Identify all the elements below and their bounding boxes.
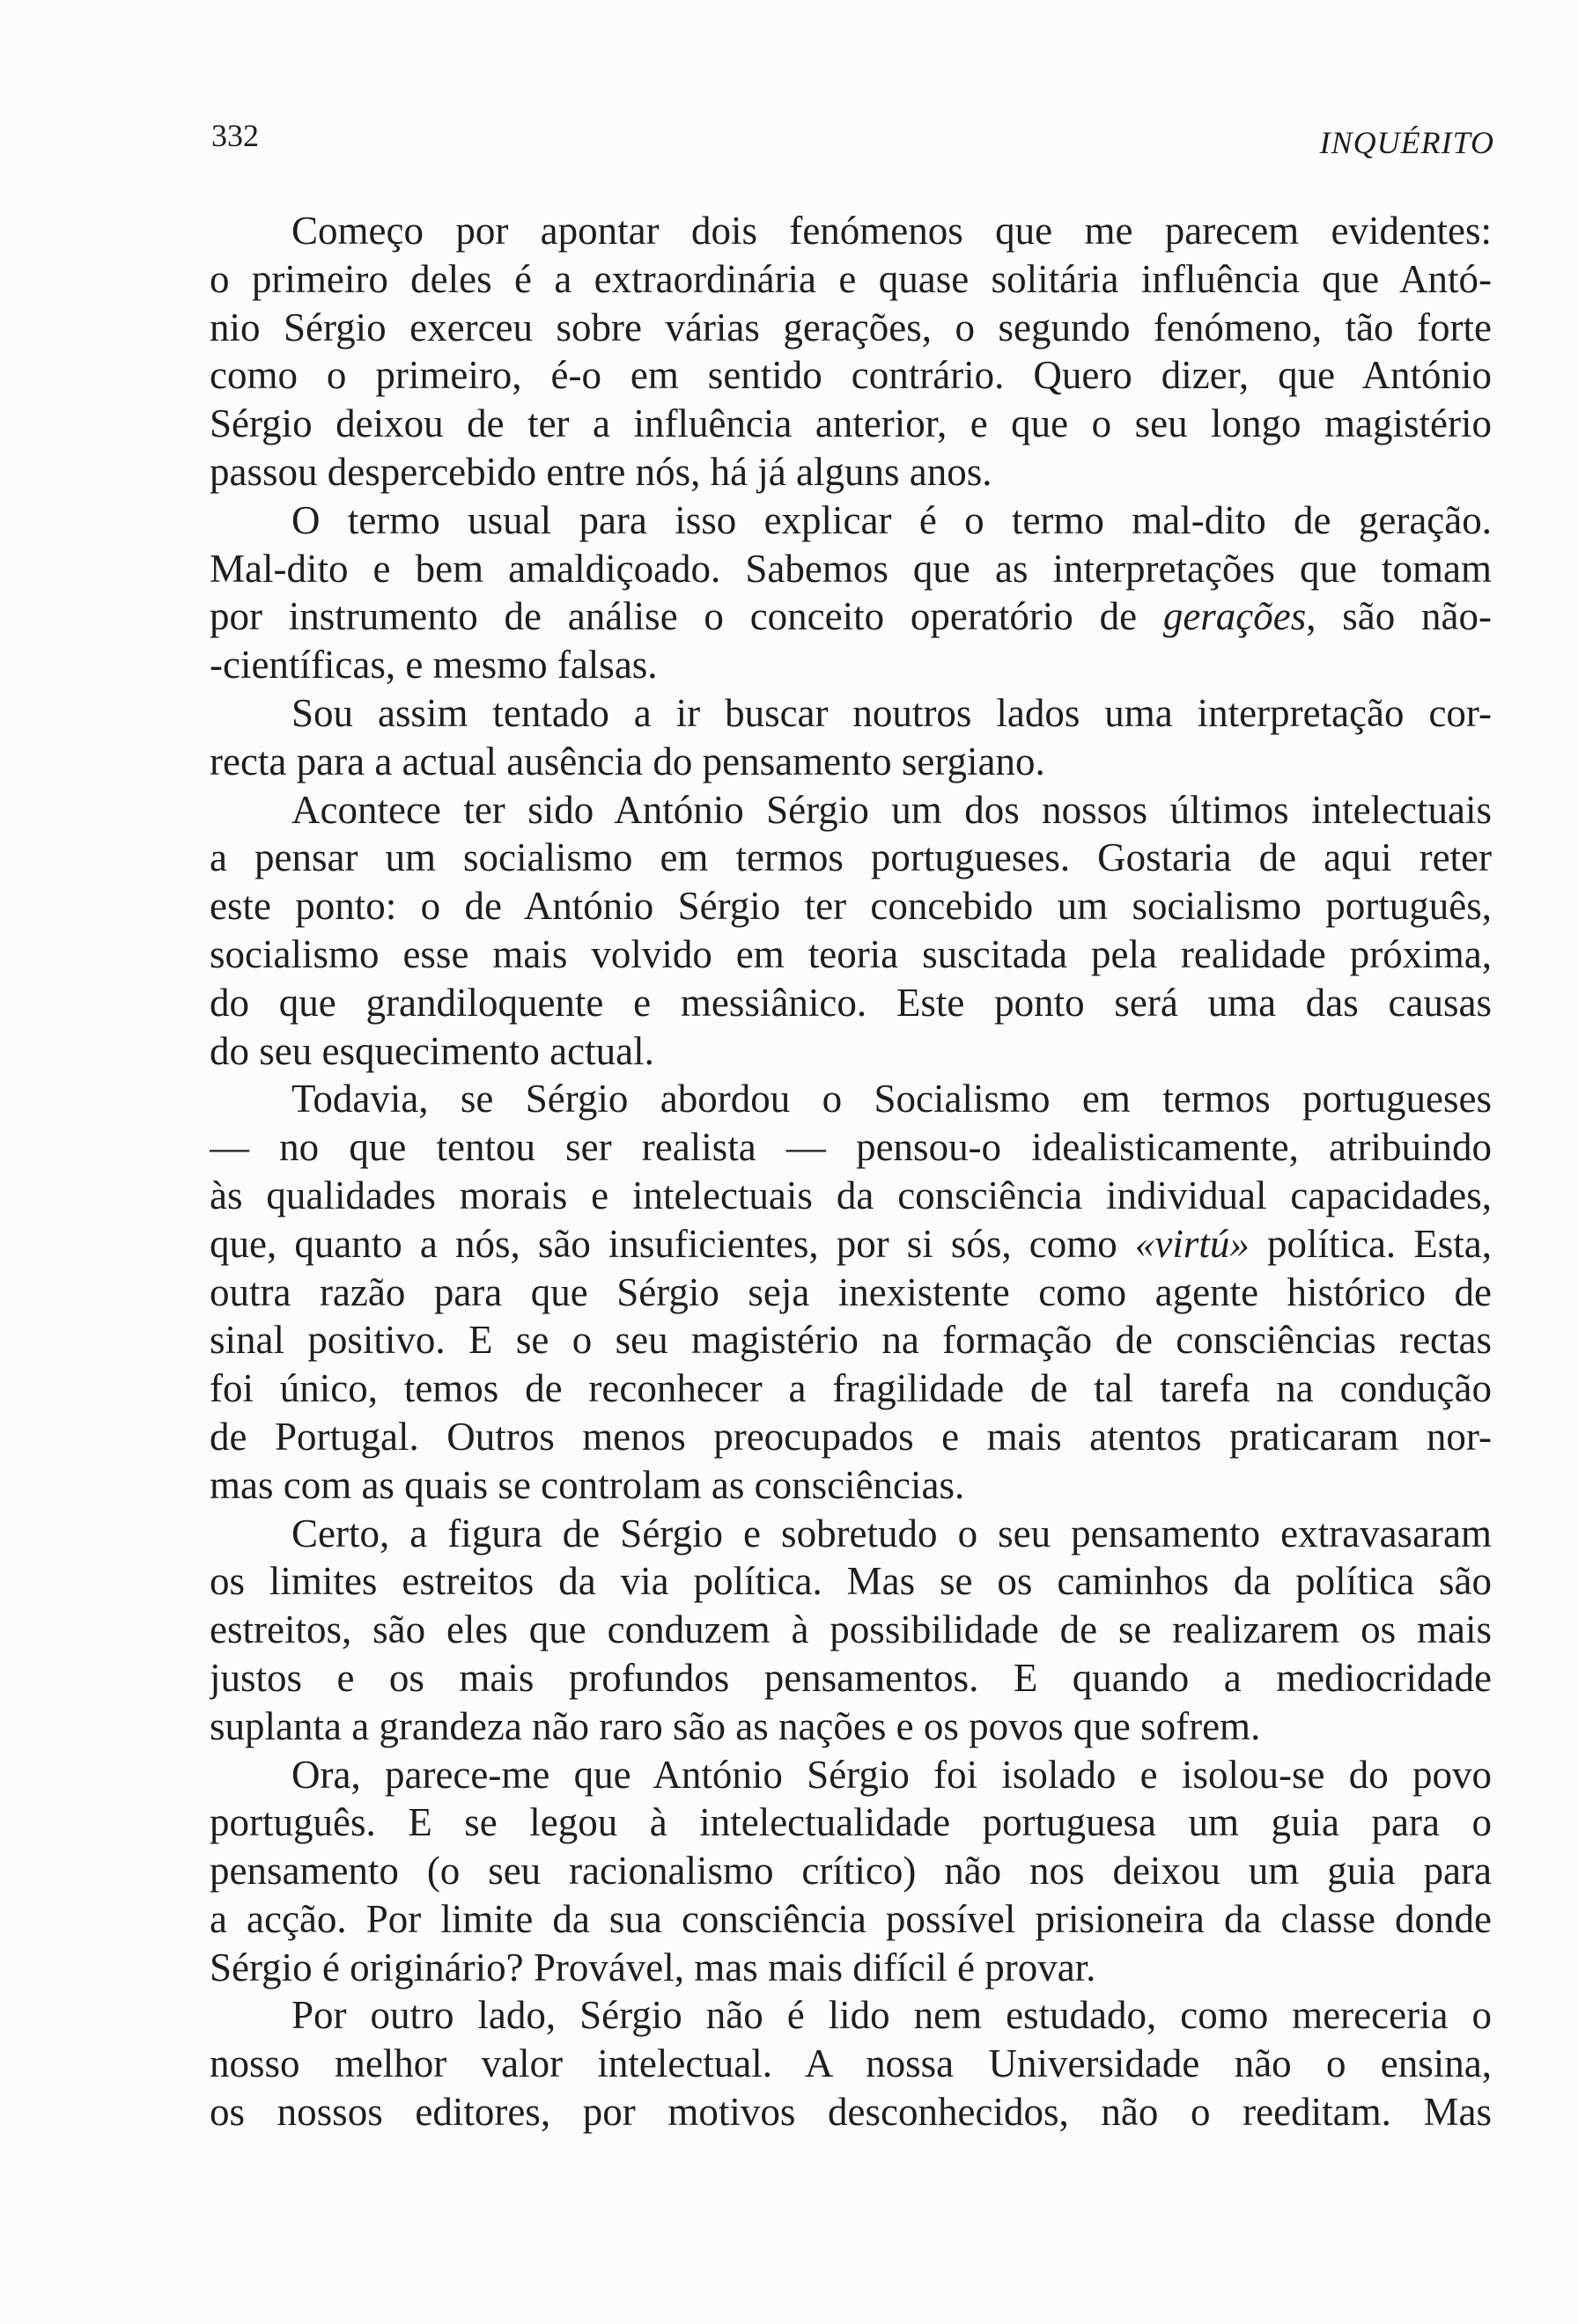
text-line: mas com as quais se controlam as consciências. [210, 1462, 965, 1507]
text-line: O termo usual para isso explicar é o termo mal-dito de geração. [291, 497, 1492, 542]
text-line: português. E se legou à intelectualidade portuguesa um guia para o [210, 1800, 1492, 1845]
text-segment: por instrumento de análise o conceito operatório de [210, 594, 1163, 639]
text-line [210, 592, 1492, 641]
paragraph [210, 496, 1492, 689]
text-line: estreitos, são eles que conduzem à possibilidade de se realizarem os mais [210, 1607, 1492, 1652]
italic-term: «virtú» [1134, 1221, 1250, 1266]
text-line: Sérgio deixou de ter a influência anterior, e que o seu longo magistério [210, 401, 1492, 446]
text-line: nosso melhor valor intelectual. A nossa Universidade não o ensina, [210, 2041, 1492, 2086]
text-line: Sou assim tentado a ir buscar noutros lados uma interpretação cor- [291, 690, 1492, 735]
running-title: INQUÉRITO [1319, 125, 1494, 160]
text-line: justos e os mais profundos pensamentos. E quando a mediocridade [210, 1655, 1492, 1700]
text-line: Mal-dito e bem amaldiçoado. Sabemos que as interpretações que tomam [210, 546, 1492, 591]
text-line: os limites estreitos da via política. Mas se os caminhos da política são [210, 1559, 1492, 1604]
text-line: recta para a actual ausência do pensamento sergiano. [210, 739, 1045, 783]
text-line [210, 1220, 1492, 1269]
text-body [210, 207, 1492, 2136]
paragraph [210, 207, 1492, 496]
text-line: outra razão para que Sérgio seja inexistente como agente histórico de [210, 1269, 1492, 1314]
text-line: -científicas, e mesmo falsas. [210, 643, 658, 688]
text-line: do que grandiloquente e messiânico. Este ponto será uma das causas [210, 980, 1492, 1025]
text-segment: , são não- [1306, 594, 1492, 639]
text-line: a acção. Por limite da sua consciência possível prisioneira da classe donde [210, 1896, 1492, 1941]
paragraph [210, 689, 1492, 786]
paragraph [210, 786, 1492, 1076]
text-line: como o primeiro, é-o em sentido contrário. Quero dizer, que António [210, 353, 1492, 398]
text-line: o primeiro deles é a extraordinária e quase solitária influência que Antó- [210, 256, 1492, 301]
text-line: pensamento (o seu racionalismo crítico) não nos deixou um guia para [210, 1849, 1492, 1894]
paragraph [210, 1075, 1492, 1509]
text-line: socialismo esse mais volvido em teoria suscitada pela realidade próxima, [210, 931, 1492, 976]
paragraph [210, 1751, 1492, 1992]
text-line: Por outro lado, Sérgio não é lido nem estudado, como mereceria o [291, 1993, 1492, 2038]
text-line: sinal positivo. E se o seu magistério na formação de consciências rectas [210, 1318, 1492, 1363]
text-line: do seu esquecimento actual. [210, 1028, 654, 1073]
text-line: os nossos editores, por motivos desconhecidos, não o reeditam. Mas [210, 2090, 1492, 2135]
text-line: Sérgio é originário? Provável, mas mais difícil é provar. [210, 1945, 1096, 1989]
text-line: a pensar um socialismo em termos portugueses. Gostaria de aqui reter [210, 835, 1492, 880]
text-line: Acontece ter sido António Sérgio um dos nossos últimos intelectuais [291, 787, 1492, 832]
text-line: Certo, a figura de Sérgio e sobretudo o seu pensamento extravasaram [291, 1511, 1492, 1555]
italic-term: gerações [1162, 594, 1307, 639]
text-line: foi único, temos de reconhecer a fragilidade de tal tarefa na condução [210, 1366, 1492, 1411]
text-line: de Portugal. Outros menos preocupados e mais atentos praticaram nor- [210, 1414, 1492, 1459]
text-line: este ponto: o de António Sérgio ter concebido um socialismo português, [210, 884, 1492, 929]
text-line: suplanta a grandeza não raro são as nações e os povos que sofrem. [210, 1703, 1261, 1748]
text-segment: política. Esta, [1249, 1221, 1492, 1266]
text-line: às qualidades morais e intelectuais da consciência individual capacidades, [210, 1173, 1492, 1217]
text-line: Começo por apontar dois fenómenos que me parecem evidentes: [291, 209, 1492, 253]
page-number: 332 [211, 118, 259, 153]
text-line: — no que tentou ser realista — pensou-o idealisticamente, atribuindo [210, 1125, 1492, 1170]
text-line: Todavia, se Sérgio abordou o Socialismo em termos portugueses [291, 1077, 1492, 1122]
text-segment: que, quanto a nós, são insuficientes, por si sós, como [210, 1221, 1135, 1266]
text-line: nio Sérgio exerceu sobre várias gerações, o segundo fenómeno, tão forte [210, 305, 1492, 349]
paragraph [210, 1510, 1492, 1751]
text-line: passou despercebido entre nós, há já alguns anos. [210, 449, 992, 494]
paragraph [210, 1991, 1492, 2136]
text-line: Ora, parece-me que António Sérgio foi isolado e isolou-se do povo [291, 1752, 1492, 1797]
